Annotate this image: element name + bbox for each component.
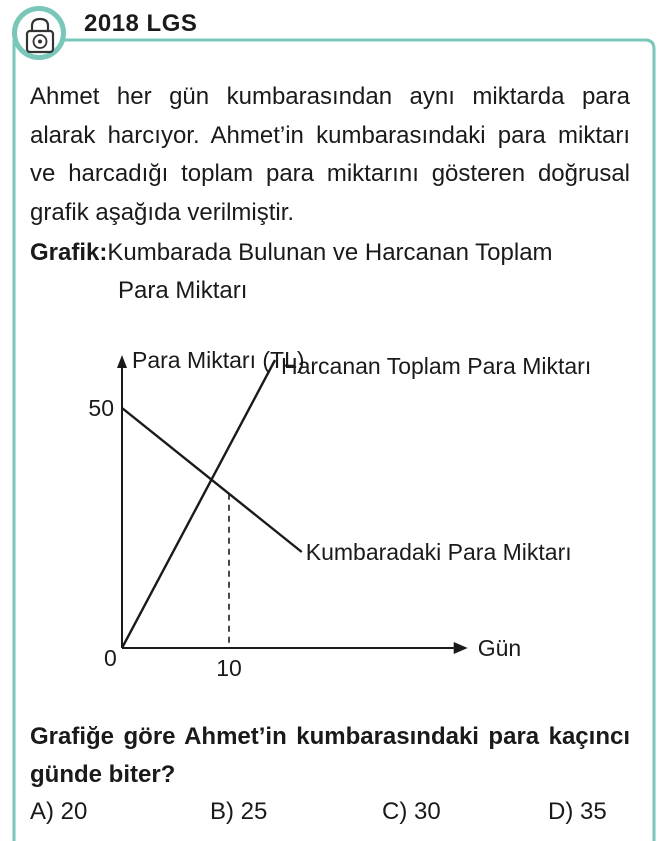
lock-icon [23, 16, 57, 54]
lock-badge [12, 6, 66, 60]
x-axis-arrow [454, 642, 468, 654]
origin-label: 0 [104, 645, 117, 671]
series-line-1 [122, 360, 275, 648]
choice-b[interactable]: B) 25 [210, 798, 268, 825]
answer-choices [30, 798, 650, 834]
line-chart [0, 330, 665, 690]
question-text: Ahmet her gün kumbarasından aynı miktarda para alarak harcıyor. Ahmet’in kumbarasındaki para miktarı ve harcadığı toplam para miktarını gösteren doğrusal grafik aşağıda verilmiştir. [30, 83, 630, 226]
choice-a[interactable]: A) 20 [30, 798, 88, 825]
x-axis-label: Gün [477, 635, 522, 661]
choice-c[interactable]: C) 30 [382, 798, 441, 825]
series-label-0: Kumbaradaki Para Miktarı [305, 539, 572, 565]
graph-title [30, 234, 553, 272]
question-ask: Grafiğe göre Ahmet’in kumbarasındaki para kaçıncı günde biter? [30, 723, 630, 788]
graph-title-line1: Kumbarada Bulunan ve Harcanan Toplam [107, 239, 553, 266]
exam-label: 2018 LGS [84, 10, 198, 37]
y-tick-label: 50 [88, 395, 114, 421]
graph-title-label: Grafik: [30, 239, 108, 266]
series-label-1: Harcanan Toplam Para Miktarı [281, 353, 592, 379]
y-axis-label: Para Miktarı (TL) [132, 347, 305, 373]
choice-d[interactable]: D) 35 [548, 798, 607, 825]
graph-title-line2: Para Miktarı [118, 277, 248, 304]
x-tick-label: 10 [216, 655, 242, 681]
y-axis-arrow [117, 355, 127, 368]
